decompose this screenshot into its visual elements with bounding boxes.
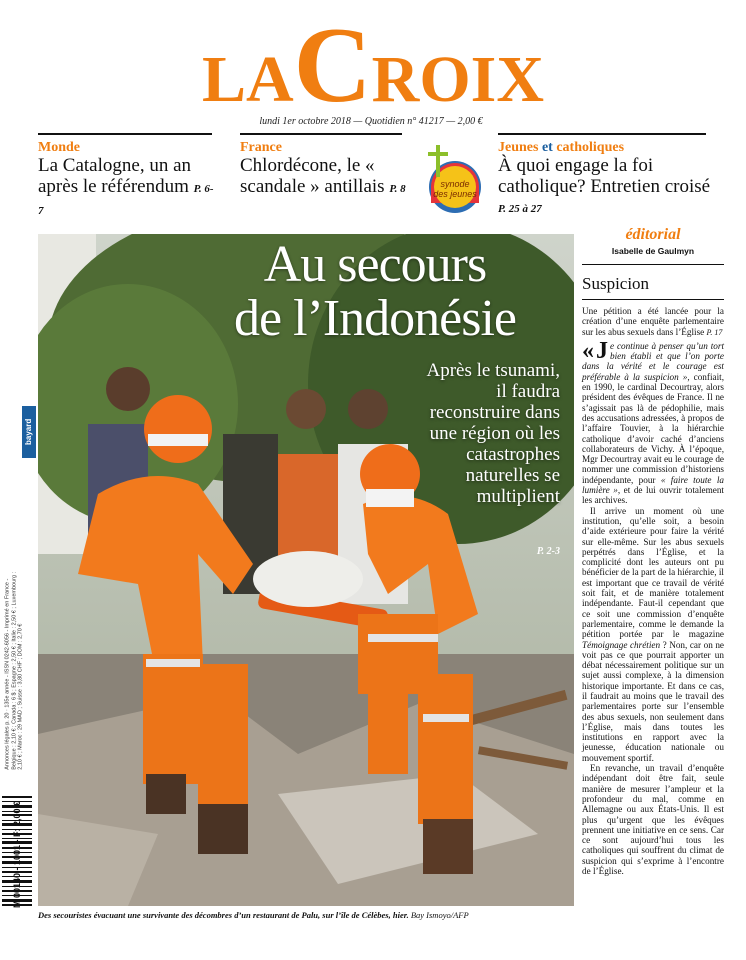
teaser-page: P. 6-7	[38, 182, 214, 217]
editorial-column	[582, 226, 724, 876]
main-subhead: Après le tsunami, il faudra reconstruire dans une région où les catastrophes naturelles se multiplient	[426, 360, 560, 507]
teaser-france[interactable]	[240, 140, 410, 199]
synode-logo	[417, 143, 489, 215]
teaser-rule	[38, 133, 212, 135]
editorial-rule	[582, 299, 724, 300]
teaser-title: La Catalogne, un an après le référendum P. 6-7	[38, 155, 214, 217]
teaser-title: À quoi engage la foi catholique? Entretien croisé P. 25 à 27	[498, 155, 711, 215]
main-headline[interactable]: Au secours de l’Indonésie	[233, 236, 516, 347]
teaser-page: P. 25 à 27	[498, 203, 542, 215]
teaser-title: Chlordécone, le « scandale » antillais P. 8	[240, 155, 406, 197]
editorial-title[interactable]: Suspicion	[582, 274, 650, 293]
barcode-text: M 00140 - 1001 - F: 2,00 €	[12, 800, 22, 908]
teaser-jeunes[interactable]	[498, 140, 712, 220]
teaser-rule	[498, 133, 706, 135]
teaser-kicker: France	[240, 140, 282, 155]
synode-logo-line2: des jeunes	[433, 189, 477, 199]
subhead-page-ref: P. 2-3	[536, 546, 560, 557]
teaser-monde[interactable]	[38, 140, 216, 222]
editorial-body: Une pétition a été lancée pour la création d’une enquête parlementaire sur les abus sexuels dans l’Église P. 17 « J e continue à penser qu’un tort bien établi et que l’on porte dans la vérité et le courage est préférable à la suspicion », confiait, en 1990, le cardinal Decourtray, alors président des évêques de France. Il ne s’agissait pas là de pédophilie, mais des accusations adressées, à propos de l’affaire Touvier, à la hiérarchie catholique d’avoir caché d’anciens collaborateurs de Vichy. À l’époque, Mgr Decourtray avait eu le courage de nommer une commission d’historiens indépendante, pour « faire toute la lumière », et de lui ouvrir totalement les archives. Il arrive un moment où une institution, qu’elle soit, a besoin d’aide extérieure pour faire la vérité sur elle-même. Sur les abus sexuels perpétrés dans l’Église, et la complicité dont les auteurs ont pu bénéficier de la part de la hiérarchie, il est important que ce travail de vérité soit fait, et de manière totalement indépendante. Faut-il cependant que ce soit une commission d’enquête parlementaire, comme le demande la pétition portée par le magazine Témoignage chrétien ? Non, car on ne voit pas ce que pourrait apporter un débat nécessairement politique sur un sujet aussi complexe, à la dimension historique importante. Et dans ce cas, il faudrait au moins que le travail des parlementaires porte sur l’ensemble des abus sexuels, non seulement dans l’Église, mais dans toutes les institutions en rapport avec la jeunesse, éducation nationale ou mouvement sportif. En revanche, un travail d’enquête indépendant doit être fait, seule manière de mesurer l’ampleur et la profondeur du mal, comme en Allemagne ou aux États-Unis. Il est plus qu’urgent que les évêques prennent une initiative en ce sens. Car ce sont aujourd’hui tous les catholiques qui souffrent du climat de suspicion qui s’exprime à l’encontre de l’Église.	[582, 306, 724, 877]
editorial-rule	[582, 264, 724, 265]
teaser-rule	[240, 133, 402, 135]
legal-notice: Annonces légales p. 20 · 135e année - ISSN 0242-6056 - Imprimé en France - Belgique : 2,10 € ; Canada : 6 $ ; Espagne : 2,50 € ; Italie : 2,50 € ; Luxembourg : 2,10 € ; Maroc : 29 MAD ; Suisse : 3,80 CHF ; DOM : 2,70 €	[4, 571, 24, 770]
teaser-page: P. 8	[389, 182, 406, 195]
bayard-logo: bayard	[22, 406, 36, 458]
masthead-logo: LACROIX	[201, 6, 545, 125]
synode-logo-line1: synode	[440, 179, 470, 189]
editorial-kicker: éditorial	[625, 226, 681, 243]
dateline: lundi 1er octobre 2018 — Quotidien n° 41217 — 2,00 €	[259, 116, 483, 127]
teaser-kicker: Monde	[38, 140, 80, 155]
photo-credit: Bay Ismoyo/AFP	[410, 910, 469, 920]
photo-caption: Des secouristes évacuant une survivante des décombres d’un restaurant de Palu, sur l’île de Célèbes, hier. Bay Ismoyo/AFP	[38, 910, 469, 920]
editorial-author: Isabelle de Gaulmyn	[611, 246, 695, 256]
teaser-kicker: Jeunes et catholiques	[498, 140, 625, 155]
